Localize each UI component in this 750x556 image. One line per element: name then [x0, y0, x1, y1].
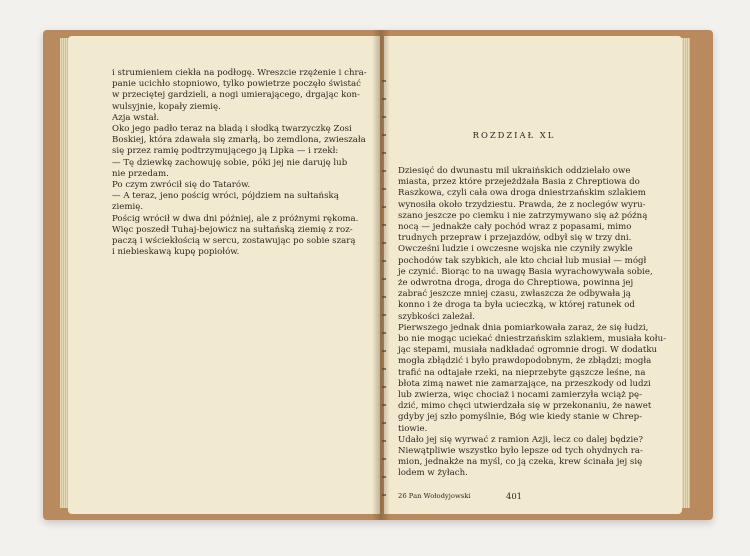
text-line: jąc stepami, musiała nadkładać ogromnie drogi. W dodatku [398, 345, 658, 356]
footer-signature: 26 Pan Wołodyjowski [398, 492, 471, 500]
text-line: bo nie mogąc uciekać dniestrzańskim szlakiem, musiała kołu- [398, 334, 667, 345]
text-line: pochodów tak szybkich, ale kto chciał lub musiał — mógł [398, 255, 647, 266]
text-line: Więc poszedł Tuhaj-bejowicz na sułtańską ziemię z roz- [112, 224, 353, 235]
text-line: i strumieniem ciekła na podłogę. Wreszcie rzężenie i chra- [112, 68, 367, 78]
left-page [68, 36, 380, 514]
text-line: je czynić. Biorąc to na uwagę Basia wyrachowywała sobie, [398, 266, 653, 277]
text-line: ziemię. [112, 202, 144, 213]
text-line: Oko jego padło teraz na bladą i słodką twarzyczkę Zosi [112, 124, 352, 135]
book-gutter [372, 30, 390, 520]
text-line: nocą — jednakże cały pochód wraz z popasami, mimo [398, 222, 632, 233]
text-line: lub zwierza, więc chociaż i nocami zamierzyła wciąż pę- [398, 390, 642, 401]
text-line: błota zimą nawet nie zamarzające, na przeszkody od ludzi [398, 378, 651, 389]
text-line: mion, jednakże na myśl, co ją czeka, krew ścinała jej się [398, 457, 643, 468]
text-line: szybkości zależał. [398, 311, 476, 322]
binding-thread [382, 80, 386, 500]
text-line: nie przedam. [112, 168, 169, 179]
text-line: paczą i wściekłością w sercu, zostawując po sobie szarą [112, 236, 356, 247]
right-page [384, 36, 682, 514]
text-line: się przez ramię podtrzymującego ją Lipka — i rzekł: [112, 146, 339, 157]
text-line: dzić, mimo chęci utwierdzała się w przekonaniu, że nawet [398, 401, 652, 412]
text-line: — Tę dziewkę zachowuję sobie, póki jej nie daruję lub [112, 157, 348, 168]
text-line: Pierwszego jednak dnia pomiarkowała zaraz, że się łudzi, [398, 322, 649, 333]
text-line: Boskiej, która zdawała się zmarłą, bo zemdlona, zwieszała [112, 135, 366, 146]
text-line: — A teraz, jeno pościg wróci, pójdziem na sułtańską [112, 191, 339, 202]
text-line: Dziesięć do dwunastu mil ukraińskich oddzielało owe [398, 166, 631, 176]
text-line: Raszkowa, czyli cała owa droga dniestrzańskim szlakiem [398, 188, 646, 199]
text-line: Owcześni ludzie i owczesne wojska nie czyniły zwykle [398, 244, 633, 255]
right-page-text [398, 166, 667, 480]
text-line: i niebieskawą kupę popiołów. [112, 247, 240, 258]
text-line: mogła zbłądzić i było prawdopodobnym, że zbłądzi; mogła [398, 356, 652, 367]
text-line: trudnych przepraw i przejazdów, odbył się w trzy dni. [398, 233, 632, 244]
text-line: w przeciętej gardzieli, a nogi umierającego, drgając kon- [112, 90, 360, 101]
text-line: konno i że droga ta była ucieczką, w której ratunek od [398, 300, 635, 311]
text-line: wynosiła około trzydziestu. Prawda, że z noclegów wyru- [398, 199, 646, 210]
text-line: lodem w żyłach. [398, 468, 468, 479]
text-line: wulsyjnie, kopały ziemię. [112, 101, 221, 112]
text-line: Niewątpliwie wszystko było lepsze od tych ohydnych ra- [398, 446, 643, 457]
text-line: że odwrotna droga, droga do Chreptiowa, powinna jej [398, 278, 634, 289]
page-number: 401 [506, 491, 522, 501]
text-line: Udało jej się wyrwać z ramion Azji, lecz co dalej będzie? [398, 434, 644, 445]
text-line: Po czym zwrócił się do Tatarów. [112, 180, 251, 191]
text-line: zabrać jeszcze mniej czasu, zwłaszcza że odbywała ją [398, 289, 631, 300]
chapter-title: ROZDZIAŁ XL [472, 130, 556, 140]
text-line: miasta, przez które przejeżdżała Basia z Chreptiowa do [398, 177, 640, 188]
text-line: gdyby jej szło pomyślnie, Bóg wie kiedy stanie w Chrep- [398, 412, 643, 423]
text-line: Azja wstał. [112, 112, 160, 123]
text-line: trafić na odtajałe rzeki, na nieprzebyte gąszcze leśne, na [398, 367, 646, 378]
text-line: panie ucichło stopniowo, tylko powietrze poczęło świstać [112, 79, 361, 90]
left-page-text [112, 68, 367, 258]
text-line: szano jeszcze po ciemku i nie zatrzymywano się aż późną [398, 210, 648, 221]
text-line: tiowie. [398, 423, 428, 434]
text-line: Pościg wrócił w dwa dni później, ale z próżnymi rękoma. [112, 213, 359, 224]
